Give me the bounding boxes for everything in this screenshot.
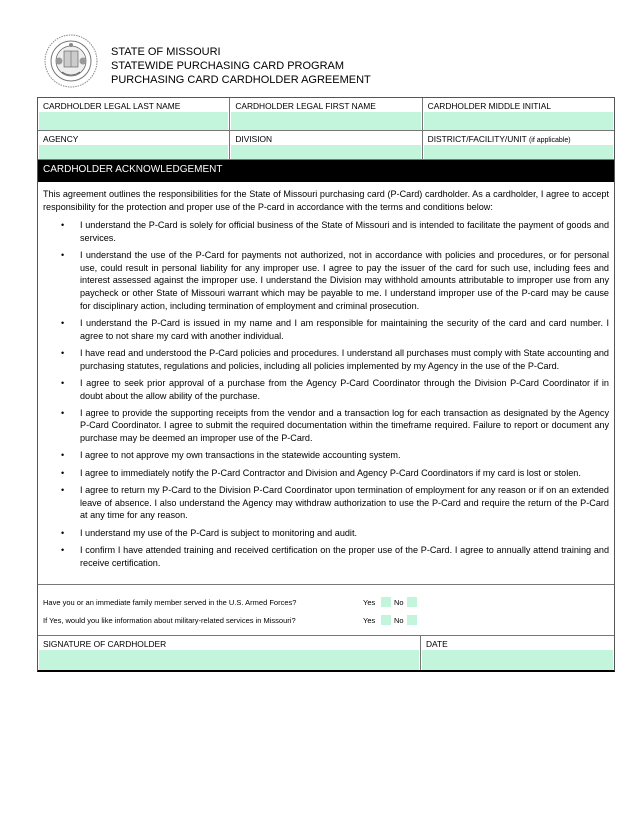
middle-initial-field[interactable] <box>424 112 613 130</box>
agency-row <box>38 131 614 159</box>
missouri-state-seal <box>44 34 98 88</box>
list-item: • I agree to provide the supporting receipts from the vendor and a transaction log for each transaction as designated by the Agency P-Card Coordinator. I agree to submit the required documentation within the timeframe required. Failure to report or document any purchase may be deemed an improper use of the P-Card. <box>43 407 609 445</box>
cardholder-form <box>37 97 615 672</box>
military-questions <box>38 585 614 636</box>
district-field[interactable] <box>424 145 613 159</box>
form-title: PURCHASING CARD CARDHOLDER AGREEMENT <box>111 74 371 86</box>
first-name-field[interactable] <box>231 112 420 130</box>
header-state: STATE OF MISSOURI <box>111 46 221 58</box>
list-item: • I agree to immediately notify the P-Card Contractor and Division and Agency P-Card Coordinators if my card is lost or stolen. <box>43 467 609 480</box>
q2-no-label: No <box>394 616 404 626</box>
division-field[interactable] <box>231 145 420 159</box>
list-item: • I confirm I have attended training and received certification on the proper use of the P-Card. I agree to annually attend training and receive certification. <box>43 544 609 569</box>
agency-label: AGENCY <box>43 134 79 144</box>
form-header <box>111 45 371 87</box>
middle-initial-label: CARDHOLDER MIDDLE INITIAL <box>427 101 551 111</box>
list-item: • I agree to seek prior approval of a purchase from the Agency P-Card Coordinator through the Division P-Card Coordinator if in doubt about the allow ability of the purchase. <box>43 377 609 402</box>
list-item: • I agree to return my P-Card to the Division P-Card Coordinator upon termination of employment for any reason or if on an extended leave of absence. I also understand the Agency may withdraw authorization to use the P-Card and require the return of the P-Card at any time for any reason. <box>43 484 609 522</box>
signature-row <box>38 636 614 670</box>
district-label-text: DISTRICT/FACILITY/UNIT <box>427 134 527 144</box>
district-cell <box>423 131 614 159</box>
date-cell <box>421 636 614 670</box>
district-note: (if applicable) <box>528 137 571 144</box>
division-label: DIVISION <box>235 134 273 144</box>
list-item: • I have read and understood the P-Card policies and procedures. I understand all purchases must comply with State accounting and purchasing statutes, regulations and policies, including all policies implemented by my Agency in the use of the P-Card. <box>43 347 609 372</box>
q1-no-checkbox[interactable] <box>407 597 417 607</box>
q1-no-label: No <box>394 598 404 608</box>
header-program: STATEWIDE PURCHASING CARD PROGRAM <box>111 60 345 72</box>
military-question-2: If Yes, would you like information about military-related services in Missouri? <box>43 616 296 626</box>
acknowledgement-heading: CARDHOLDER ACKNOWLEDGEMENT <box>38 159 614 182</box>
q2-yes-checkbox[interactable] <box>381 615 391 625</box>
acknowledgement-intro: This agreement outlines the responsibilities for the State of Missouri purchasing card (P-Card) cardholder. As a cardholder, I agree to accept responsibility for the protection and proper use of the P-card in accordance with the terms and conditions below: <box>43 189 609 212</box>
date-field[interactable] <box>422 650 613 670</box>
agency-cell <box>38 131 230 159</box>
acknowledgement-list <box>43 219 609 569</box>
q1-yes-checkbox[interactable] <box>381 597 391 607</box>
middle-initial-cell <box>423 98 614 130</box>
last-name-label: CARDHOLDER LEGAL LAST NAME <box>43 101 181 111</box>
q2-no-checkbox[interactable] <box>407 615 417 625</box>
last-name-field[interactable] <box>39 112 228 130</box>
first-name-cell <box>230 98 422 130</box>
last-name-cell <box>38 98 230 130</box>
list-item: • I agree to not approve my own transactions in the statewide accounting system. <box>43 449 609 462</box>
agency-field[interactable] <box>39 145 228 159</box>
signature-field[interactable] <box>39 650 419 670</box>
list-item: • I understand my use of the P-Card is subject to monitoring and audit. <box>43 527 609 540</box>
signature-label: SIGNATURE OF CARDHOLDER <box>43 639 167 650</box>
first-name-label: CARDHOLDER LEGAL FIRST NAME <box>235 101 376 111</box>
q1-yes-label: Yes <box>363 598 376 608</box>
division-cell <box>230 131 422 159</box>
signature-cell <box>38 636 421 670</box>
list-item: • I understand the P-Card is solely for official business of the State of Missouri and is intended to facilitate the payment of goods and services. <box>43 219 609 244</box>
date-label: DATE <box>426 639 448 650</box>
acknowledgement-body <box>38 182 614 585</box>
military-question-1: Have you or an immediate family member served in the U.S. Armed Forces? <box>43 598 297 608</box>
list-item: • I understand the use of the P-Card for payments not authorized, not in accordance with policies and procedures, or for personal use, could result in personal liability for any improper use. I agree to pay the issuer of the card for such use, including fees and interest assessed against the improper use. I understand the Division may withhold amounts attributable to improper use from any paycheck or other State of Missouri warrant which may be payable to me. I understand improper use of the P-card may be cause for disciplinary action, including termination of employment and criminal prosecution. <box>43 249 609 312</box>
district-label <box>423 131 614 145</box>
q2-yes-label: Yes <box>363 616 376 626</box>
list-item: • I understand the P-Card is issued in my name and I am responsible for maintaining the security of the card and card number. I agree to not share my card with another individual. <box>43 317 609 342</box>
name-row <box>38 98 614 131</box>
